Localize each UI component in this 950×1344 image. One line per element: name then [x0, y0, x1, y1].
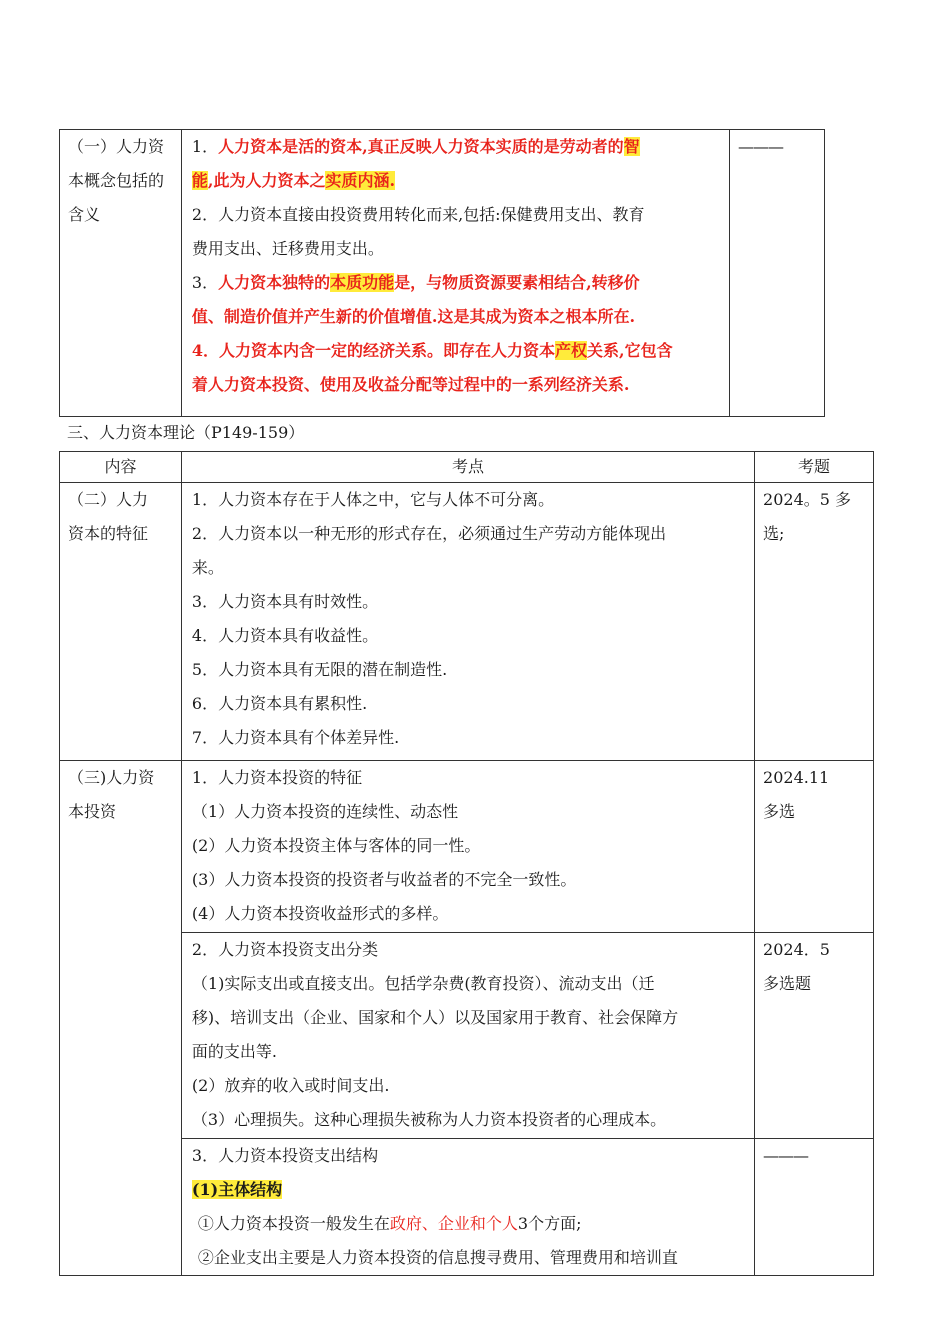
section-title: 三、人力资本理论（P149-159）: [67, 423, 305, 442]
investment-features-line: （1）人力资本投资的连续性、动态性: [191, 802, 459, 821]
characteristics-line: 5．人力资本具有无限的潜在制造性.: [191, 660, 448, 679]
header-points: 考点: [181, 452, 754, 483]
row-investment-structure: [60, 1139, 874, 1276]
concept-item-2-line-1: 2．人力资本直接由投资费用转化而来,包括:保健费用支出、教育: [191, 205, 645, 224]
investment-features-line: 1．人力资本投资的特征: [191, 768, 363, 787]
structure-subtitle: (1)主体结构: [191, 1180, 283, 1199]
characteristics-label-cell: [60, 483, 182, 761]
expenditure-cell: [181, 933, 754, 1139]
concept-content-cell: [181, 130, 729, 417]
investment-features-line: (4）人力资本投资收益形式的多样。: [191, 904, 449, 923]
theory-table: [59, 451, 874, 1276]
row-investment-features: [60, 761, 874, 933]
structure-exam-dash: ———: [763, 1146, 809, 1165]
investment-label-line-2: 本投资: [68, 802, 117, 821]
expenditure-line: 移)、培训支出（企业、国家和个人）以及国家用于教育、社会保障方: [191, 1008, 679, 1027]
characteristics-exam-line-1: 2024。5 多: [763, 490, 852, 509]
characteristics-label-line-2: 资本的特征: [68, 524, 149, 543]
characteristics-line: 4．人力资本具有收益性。: [191, 626, 379, 645]
investment-features-cell: [181, 761, 754, 933]
concept-item-1-line-1: 1．人力资本是活的资本,真正反映人力资本实质的是劳动者的智: [191, 137, 640, 156]
concept-item-4-line-1: 4．人力资本内含一定的经济关系。即存在人力资本产权关系,它包含: [191, 341, 673, 360]
investment-features-line: (3）人力资本投资的投资者与收益者的不完全一致性。: [191, 870, 577, 889]
structure-line-3: ①人力资本投资一般发生在政府、企业和个人3个方面;: [197, 1214, 582, 1233]
header-questions: 考题: [755, 452, 874, 483]
expenditure-line: (2）放弃的收入或时间支出.: [191, 1076, 390, 1095]
investment-label-line-1: （三)人力资: [68, 768, 155, 787]
characteristics-exam-cell: [755, 483, 874, 761]
investment-label-cell: [60, 761, 182, 1276]
characteristics-line: 3．人力资本具有时效性。: [191, 592, 379, 611]
structure-line-2: [192, 1173, 746, 1207]
row-investment-expenditure: [60, 933, 874, 1139]
structure-exam-cell: [755, 1139, 874, 1276]
characteristics-line: 7．人力资本具有个体差异性.: [191, 728, 400, 747]
expenditure-line: 面的支出等.: [191, 1042, 277, 1061]
characteristics-exam-line-2: 选;: [763, 524, 785, 543]
expenditure-exam-line-2: 多选题: [763, 974, 812, 993]
concept-label-cell: [60, 130, 182, 417]
structure-line-1: 3．人力资本投资支出结构: [191, 1146, 379, 1165]
expenditure-line: （1)实际支出或直接支出。包括学杂费(教育投资）、流动支出（迁: [191, 974, 655, 993]
header-content: 内容: [60, 452, 182, 483]
concept-exam-cell: [730, 130, 825, 417]
concept-item-2-line-2: 费用支出、迁移费用支出。: [191, 239, 384, 258]
structure-cell: [181, 1139, 754, 1276]
characteristics-label-line-1: （二）人力: [68, 490, 149, 509]
concept-item-3-line-1: 3．人力资本独特的本质功能是，与物质资源要素相结合,转移价: [191, 273, 640, 292]
structure-line-4: ②企业支出主要是人力资本投资的信息搜寻费用、管理费用和培训直: [197, 1248, 678, 1267]
investment-features-exam-line-2: 多选: [763, 802, 796, 821]
characteristics-line: 来。: [191, 558, 224, 577]
concept-exam-dash: ———: [738, 137, 784, 156]
characteristics-line: 6．人力资本具有累积性.: [191, 694, 368, 713]
concept-item-1-line-2: 能,此为人力资本之实质内涵.: [191, 171, 396, 190]
expenditure-line: （3）心理损失。这种心理损失被称为人力资本投资者的心理成本。: [191, 1110, 667, 1129]
expenditure-exam-line-1: 2024．5: [763, 940, 830, 959]
expenditure-exam-cell: [755, 933, 874, 1139]
concept-table: [59, 129, 825, 417]
characteristics-line: 2．人力资本以一种无形的形式存在，必须通过生产劳动方能体现出: [191, 524, 667, 543]
concept-item-3-line-2: 值、制造价值并产生新的价值增值.这是其成为资本之根本所在.: [191, 307, 636, 326]
investment-features-exam-cell: [755, 761, 874, 933]
characteristics-line: 1．人力资本存在于人体之中，它与人体不可分离。: [191, 490, 555, 509]
investment-features-line: (2）人力资本投资主体与客体的同一性。: [191, 836, 481, 855]
concept-label: （一）人力资本概念包括的含义: [68, 137, 165, 224]
theory-header-row: [60, 452, 874, 483]
characteristics-content-cell: [181, 483, 754, 761]
row-characteristics: [60, 483, 874, 761]
investment-features-exam-line-1: 2024.11: [763, 768, 830, 787]
expenditure-line: 2．人力资本投资支出分类: [191, 940, 379, 959]
concept-item-4-line-2: 着人力资本投资、使用及收益分配等过程中的一系列经济关系.: [191, 375, 630, 394]
